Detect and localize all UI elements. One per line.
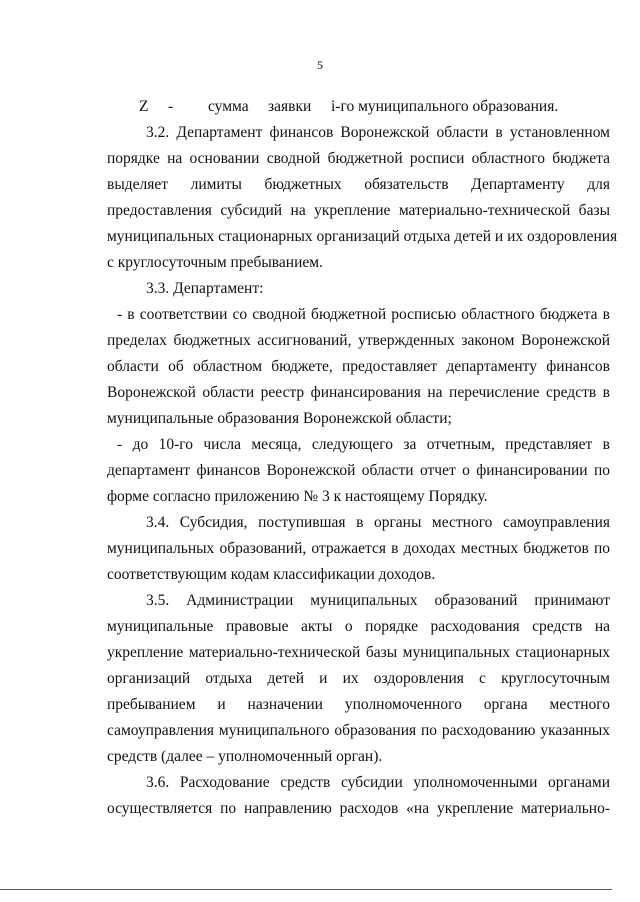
text-line: муниципальные образования Воронежской области; [107,410,452,427]
bottom-rule [0,889,612,890]
text-line: области об областном бюджете, предоставляет департаменту финансов [107,358,610,375]
text-line: 3.4. Субсидия, поступившая в органы местного самоуправления [146,514,610,531]
text-line: муниципальных стационарных организаций отдыха детей и их оздоровления [107,228,618,245]
text-line: пределах бюджетных ассигнований, утвержденных законом Воронежской [107,332,610,349]
text-line: самоуправления муниципального образования по расходованию указанных [107,722,610,739]
text-line: порядке на основании сводной бюджетной росписи областного бюджета [107,150,610,167]
text-line: осуществляется по направлению расходов «на укрепление материально- [107,800,610,817]
text-line: предоставления субсидий на укрепление материально-технической базы [107,202,610,219]
text-line: - в соответствии со сводной бюджетной росписью областного бюджета в [117,306,610,323]
text-line: с круглосуточным пребыванием. [107,254,323,271]
formula-line [0,98,640,118]
page-number: 5 [317,58,323,72]
text-line: пребыванием и назначении уполномоченного органа местного [107,696,610,713]
text-line: муниципальных образований, отражается в доходах местных бюджетов по [107,540,610,557]
formula-variable: Z [139,98,149,115]
text-line: Воронежской области реестр финансирования на перечисление средств в [107,384,610,401]
text-line: 3.3. Департамент: [146,280,264,297]
formula-word: сумма [208,98,249,115]
formula-word: заявки [268,98,312,115]
text-line: - до 10-го числа месяца, следующего за отчетным, представляет в [117,436,610,453]
text-line: 3.2. Департамент финансов Воронежской области в установленном [146,124,610,141]
text-line: 3.5. Администрации муниципальных образований принимают [146,592,610,609]
formula-text: i-го муниципального образования. [331,98,559,115]
text-line: выделяет лимиты бюджетных обязательств Департаменту для [107,176,610,193]
text-line: департамент финансов Воронежской области отчет о финансировании по [107,462,610,479]
text-line: форме согласно приложению № 3 к настоящему Порядку. [107,488,488,505]
text-line: организаций отдыха детей и их оздоровления с круглосуточным [107,670,610,687]
text-line: 3.6. Расходование средств субсидии уполномоченными органами [146,774,610,791]
text-line: укрепление материально-технической базы муниципальных стационарных [107,644,610,661]
text-line: муниципальные правовые акты о порядке расходования средств на [107,618,610,635]
text-line: соответствующим кодам классификации доходов. [107,566,436,583]
text-line: средств (далее – уполномоченный орган). [107,748,383,765]
formula-dash: - [168,98,174,115]
